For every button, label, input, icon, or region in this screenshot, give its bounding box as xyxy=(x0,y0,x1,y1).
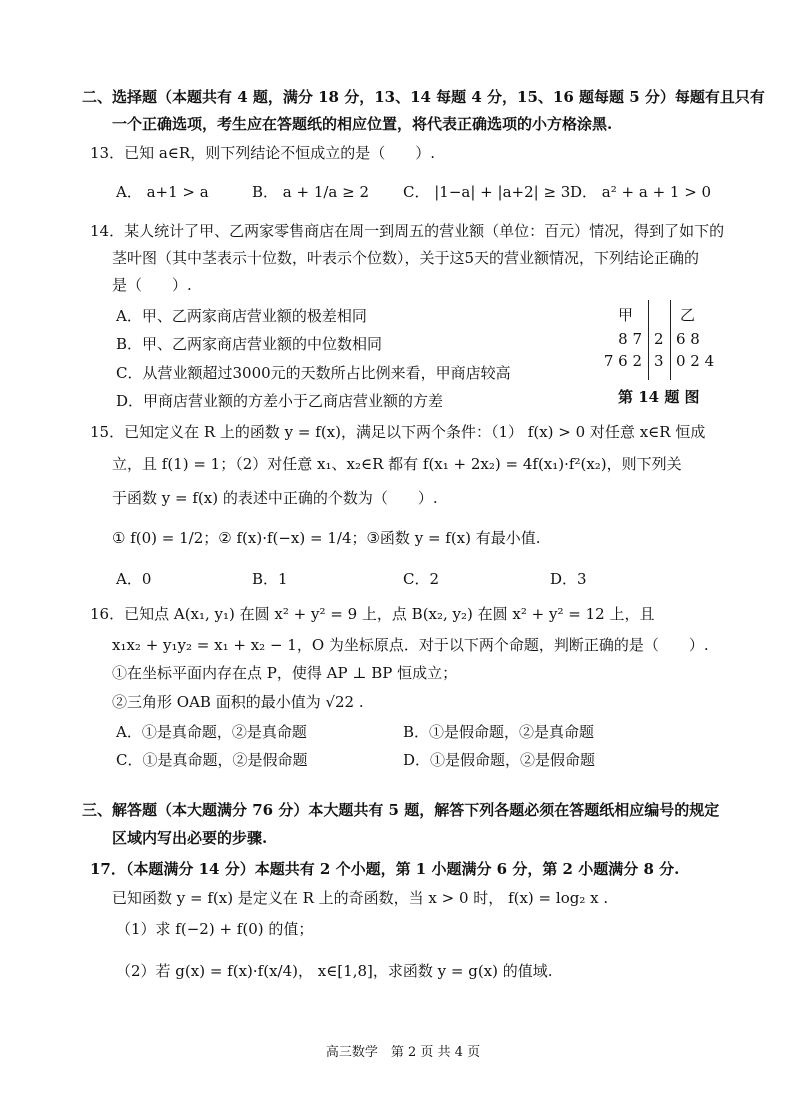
stemleaf-right-header: 乙 xyxy=(680,306,696,324)
q17-part2: （2）若 g(x) = f(x)·f(x/4)， x∈[1,8]，求函数 y = g(x) 的值域. xyxy=(116,962,553,980)
q13-option-d: D． a² + a + 1 > 0 xyxy=(570,183,712,201)
q15-option-d: D．3 xyxy=(550,570,587,588)
q16-line2: x₁x₂ + y₁y₂ = x₁ + x₂ − 1，O 为坐标原点．对于以下两个命题，判断正确的是（ ）. xyxy=(112,636,709,654)
stemleaf-row1-left: 8 7 xyxy=(618,330,642,348)
q15-option-b: B．1 xyxy=(252,570,288,588)
q17-part1: （1）求 f(−2) + f(0) 的值； xyxy=(116,920,314,938)
q13-option-c: C． |1−a| + |a+2| ≥ 3 xyxy=(403,183,571,201)
q14-option-b: B．甲、乙两家商店营业额的中位数相同 xyxy=(116,335,383,353)
q16-option-d: D．①是假命题，②是假命题 xyxy=(403,751,596,769)
q14-stem-line1: 14．某人统计了甲、乙两家零售商店在周一到周五的营业额（单位：百元）情况，得到了如下的 xyxy=(90,222,725,240)
q15-option-c: C．2 xyxy=(403,570,440,588)
section3-heading-line1: 三、解答题（本大题满分 76 分）本大题共有 5 题，解答下列各题必须在答题纸相应编号的规定 xyxy=(82,801,720,819)
q16-option-b: B．①是假命题，②是真命题 xyxy=(403,723,595,741)
stemleaf-row1-right: 6 8 xyxy=(676,330,700,348)
q16-line1: 16．已知点 A(x₁, y₁) 在圆 x² + y² = 9 上，点 B(x₂, y₂) 在圆 x² + y² = 12 上，且 xyxy=(90,605,655,623)
stemleaf-row1-stem: 2 xyxy=(654,330,664,348)
q14-stem-line2: 茎叶图（其中茎表示十位数，叶表示个位数），关于这5天的营业额情况，下列结论正确的 xyxy=(112,249,700,267)
section3-heading-line2: 区域内写出必要的步骤. xyxy=(112,829,268,847)
q15-line3: 于函数 y = f(x) 的表述中正确的个数为（ ）. xyxy=(112,489,438,507)
stemleaf-divider-right xyxy=(670,300,671,380)
page-footer: 高三数学 第 2 页 共 4 页 xyxy=(325,1045,481,1060)
q15-option-a: A．0 xyxy=(116,570,152,588)
section2-heading-line2: 一个正确选项，考生应在答题纸的相应位置，将代表正确选项的小方格涂黑. xyxy=(112,115,613,133)
q14-option-d: D．甲商店营业额的方差小于乙商店营业额的方差 xyxy=(116,392,444,410)
stemleaf-caption: 第 14 题 图 xyxy=(618,388,700,406)
q17-line1: 已知函数 y = f(x) 是定义在 R 上的奇函数，当 x > 0 时， f(x) = log₂ x . xyxy=(112,889,609,907)
q16-option-a: A．①是真命题，②是真命题 xyxy=(116,723,307,741)
stemleaf-row2-stem: 3 xyxy=(654,352,664,370)
q16-line3: ①在坐标平面内存在点 P，使得 AP ⊥ BP 恒成立； xyxy=(112,664,458,682)
q13-stem: 13．已知 a∈R，则下列结论不恒成立的是（ ）. xyxy=(90,144,435,162)
q15-line4: ① f(0) = 1/2；② f(x)·f(−x) = 1/4；③函数 y = f(x) 有最小值. xyxy=(112,529,541,547)
stemleaf-left-header: 甲 xyxy=(618,306,634,324)
q13-option-a: A． a+1 > a xyxy=(116,183,209,201)
section2-heading-line1: 二、选择题（本题共有 4 题，满分 18 分，13、14 每题 4 分，15、16 题每题 5 分）每题有且只有 xyxy=(82,88,765,106)
stemleaf-row2-right: 0 2 4 xyxy=(676,352,715,370)
q13-option-b: B． a + 1/a ≥ 2 xyxy=(252,183,370,201)
q14-option-c: C．从营业额超过3000元的天数所占比例来看，甲商店较高 xyxy=(116,364,511,382)
q14-stem-line3: 是（ ）. xyxy=(112,276,192,294)
q15-line2: 立，且 f(1) = 1；（2）对任意 x₁、x₂∈R 都有 f(x₁ + 2x₂) = 4f(x₁)·f²(x₂)，则下列关 xyxy=(112,455,682,473)
q16-option-c: C．①是真命题，②是假命题 xyxy=(116,751,308,769)
q14-option-a: A．甲、乙两家商店营业额的极差相同 xyxy=(116,307,367,325)
stemleaf-divider-left xyxy=(648,300,649,380)
q17-header: 17．（本题满分 14 分）本题共有 2 个小题，第 1 小题满分 6 分，第 2 小题满分 8 分. xyxy=(90,860,680,878)
q16-line4: ②三角形 OAB 面积的最小值为 √22 . xyxy=(112,693,364,711)
q15-line1: 15．已知定义在 R 上的函数 y = f(x)，满足以下两个条件：（1） f(x) > 0 对任意 x∈R 恒成 xyxy=(90,423,706,441)
stemleaf-row2-left: 7 6 2 xyxy=(603,352,642,370)
